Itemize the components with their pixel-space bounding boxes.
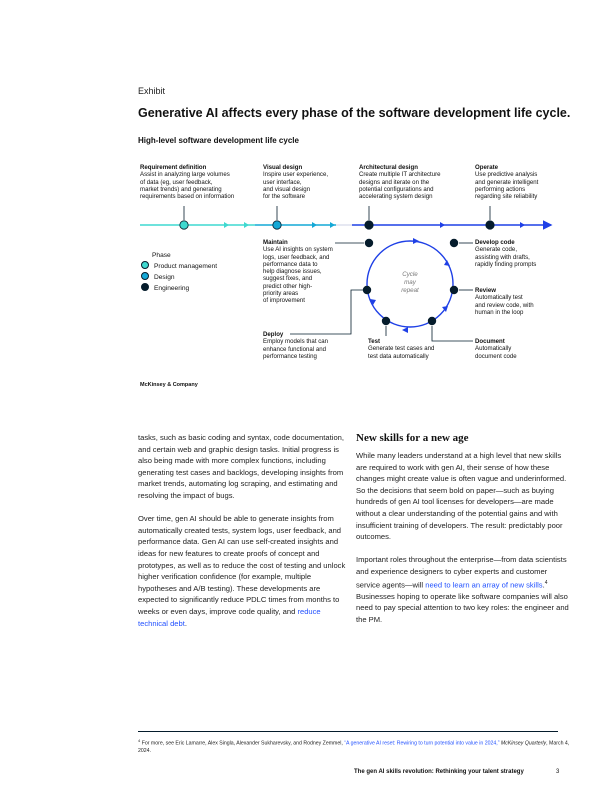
- footnote-divider: [138, 731, 558, 732]
- stage-line: performance testing: [263, 352, 317, 360]
- legend-label: Engineering: [154, 285, 190, 292]
- stage-title: Document: [475, 338, 505, 345]
- stage-line: Automatically test: [475, 294, 523, 302]
- navy-dot-icon: [141, 283, 149, 291]
- section-heading: New skills for a new age: [356, 432, 469, 444]
- legend-title-text: Phase: [152, 252, 171, 259]
- left-column: [138, 432, 350, 641]
- legend-label: Design: [154, 274, 175, 281]
- exhibit-subtitle: High-level software development life cycle: [138, 136, 299, 145]
- arrow-head-icon: [444, 260, 450, 266]
- stage-line: performing actions: [475, 185, 526, 193]
- node-test: [382, 317, 390, 325]
- node-architectural: [365, 221, 373, 229]
- stage-title: Architectural design: [359, 164, 418, 171]
- stage-line: rapidly finding prompts: [475, 260, 537, 268]
- stage-line: Inspire user experience,: [263, 171, 329, 179]
- new-skills-link[interactable]: need to learn an array of new skills: [425, 580, 543, 590]
- stage-title: Develop code: [475, 239, 515, 246]
- arrow-head-icon: [224, 222, 229, 228]
- arrow-head-icon: [244, 222, 249, 228]
- paragraph-text: Important roles throughout the enterprise—from data scientists and experience designers to cyber experts and customer service agents—will: [356, 555, 567, 590]
- stage-line: Create multiple IT architecture: [359, 171, 441, 179]
- stage-title: Operate: [475, 164, 499, 171]
- footnote-journal: McKinsey Quarterly: [500, 740, 547, 747]
- footnote-date: , March 4, 2024.: [138, 740, 570, 754]
- phase-legend: [141, 250, 217, 294]
- stage-line: suggest fixes, and: [263, 275, 313, 283]
- stage-title: Test: [368, 338, 381, 345]
- stage-line: and review code, with: [475, 301, 534, 309]
- arrow-head-icon: [413, 238, 419, 244]
- stage-line: test data automatically: [368, 352, 429, 360]
- stage-line: Assist in analyzing large volumes: [140, 171, 230, 179]
- stage-line: Employ models that can: [263, 338, 329, 346]
- stage-line: document code: [475, 352, 517, 360]
- footnote: [138, 737, 572, 755]
- stage-line: enhance functional and: [263, 345, 327, 353]
- node-maintain: [365, 239, 373, 247]
- paragraph: While many leaders understand at a high level that new skills are required to work with gen AI, their sense of how these changes might create value is often vague and underinformed. So the decisions that seem bold on paper—such as buying hundreds of gen AI tool licenses for developers—are made without a clear understanding of the potential gains and with insufficient training of developers. The result: predictably poor outcomes.: [356, 451, 567, 542]
- right-column: [356, 450, 572, 637]
- arrow-head-icon: [520, 222, 525, 228]
- stage-line: priority areas: [263, 290, 299, 298]
- node-requirement: [180, 221, 188, 229]
- legend-item-design: [141, 272, 217, 283]
- paragraph-text: Businesses hoping to operate like software companies will also need to pay special attention to two key roles: the engineer and the PM.: [356, 591, 569, 624]
- footnote-article-link[interactable]: “A generative AI reset: Rewiring to turn potential into value in 2024,”: [344, 740, 500, 747]
- arrow-head-icon: [312, 222, 317, 228]
- source-logo: McKinsey & Company: [140, 382, 198, 388]
- stage-line: regarding site reliability: [475, 193, 538, 201]
- stage-line: Automatically: [475, 345, 512, 353]
- cycle-label-3: repeat: [401, 287, 419, 294]
- stage-line: Generate test cases and: [368, 345, 435, 353]
- legend-item-engineering: [141, 283, 217, 294]
- stage-line: Generate code,: [475, 246, 518, 254]
- node-operate: [486, 221, 494, 229]
- stage-line: Use predictive analysis: [475, 171, 538, 179]
- stage-line: user interface,: [263, 178, 302, 186]
- node-deploy: [363, 286, 371, 294]
- leader-deploy: [290, 290, 363, 334]
- stage-line: requirements based on information: [140, 193, 235, 201]
- node-document: [428, 317, 436, 325]
- paragraph: Important roles throughout the enterprise—from data scientists and experience designers to cyber experts and customer service agents—will need to learn an array of new skills.$^4$ Businesses hoping to operate like software companies will also need to pay special attention to two key roles: the engineer and the PM.: [356, 555, 569, 624]
- leader-document: [432, 326, 473, 341]
- exhibit-label: Exhibit: [138, 86, 166, 96]
- stage-line: and visual design: [263, 185, 311, 193]
- stage-line: performance data to: [263, 260, 318, 268]
- stage-line: designs and iterate on the: [359, 178, 430, 186]
- paragraph: tasks, such as basic coding and syntax, code documentation, and certain web and graphic design tasks. Initial progress is also being made with more complex functions, including generating test cases and backlogs, developing insights from market trends, automating log scraping, and estimating and resolving the impact of bugs.: [138, 433, 344, 500]
- legend-item-product-management: [141, 261, 217, 272]
- cycle-label-1: Cycle: [402, 271, 418, 278]
- stage-line: Use AI insights on system: [263, 246, 333, 254]
- stage-line: accelerating system design: [359, 193, 433, 201]
- node-develop: [450, 239, 458, 247]
- stage-title: Deploy: [263, 331, 284, 338]
- stage-line: of data (eg, user feedback,: [140, 178, 213, 186]
- paragraph-text: Over time, gen AI should be able to generate insights from automatically created tests, system logs, user feedback, and performance data. Gen AI can use self-created insights and ideas for new features to create proofs of concept and prototypes, as well as to reduce the cost of testing and unlock higher verification confidence (for example, multiple hypotheses and A/B testing). These developments are expected to significantly reduce PDLC times from months to weeks or even days, improve code quality, and: [138, 514, 346, 616]
- footnote-text: For more, see Eric Lamarre, Alex Singla, Alexander Sukharevsky, and Rodney Zemmel,: [141, 740, 343, 747]
- arrow-head-icon: [440, 222, 445, 228]
- arrow-head-icon: [402, 327, 408, 333]
- footnote-number: 4: [138, 738, 141, 743]
- stage-line: logs, user feedback, and: [263, 253, 330, 261]
- stage-title: Requirement definition: [140, 164, 207, 171]
- teal-dot-icon: [141, 261, 149, 269]
- cyan-dot-icon: [141, 272, 149, 280]
- footer-title: The gen AI skills revolution: Rethinking your talent strategy: [354, 769, 524, 775]
- stage-title: Maintain: [263, 239, 288, 246]
- arrow-head-icon: [330, 222, 335, 228]
- page-number: 3: [556, 769, 560, 775]
- stage-title: Visual design: [263, 164, 303, 171]
- legend-label: Product management: [154, 263, 218, 270]
- stage-line: of improvement: [263, 297, 305, 305]
- stage-line: predict other high-: [263, 282, 313, 290]
- exhibit-title: Generative AI affects every phase of the software development life cycle.: [138, 106, 571, 120]
- stage-line: market trends) and generating: [140, 185, 222, 193]
- stage-line: human in the loop: [475, 308, 524, 316]
- cycle-label-2: may: [404, 279, 416, 286]
- stage-line: assisting with drafts,: [475, 253, 530, 261]
- stage-line: and generate intelligent: [475, 178, 539, 186]
- stage-line: help diagnose issues,: [263, 268, 322, 276]
- legend-title: [141, 250, 217, 261]
- reduce-technical-debt-link[interactable]: reduce technical debt: [138, 606, 321, 628]
- paragraph-end: .: [184, 618, 187, 628]
- node-review: [450, 286, 458, 294]
- paragraph: [138, 513, 350, 629]
- stage-line: potential configurations and: [359, 185, 434, 193]
- footnote-ref: 4: [544, 579, 548, 586]
- stage-line: for the software: [263, 193, 305, 201]
- node-visual: [273, 221, 281, 229]
- stage-title: Review: [475, 287, 497, 294]
